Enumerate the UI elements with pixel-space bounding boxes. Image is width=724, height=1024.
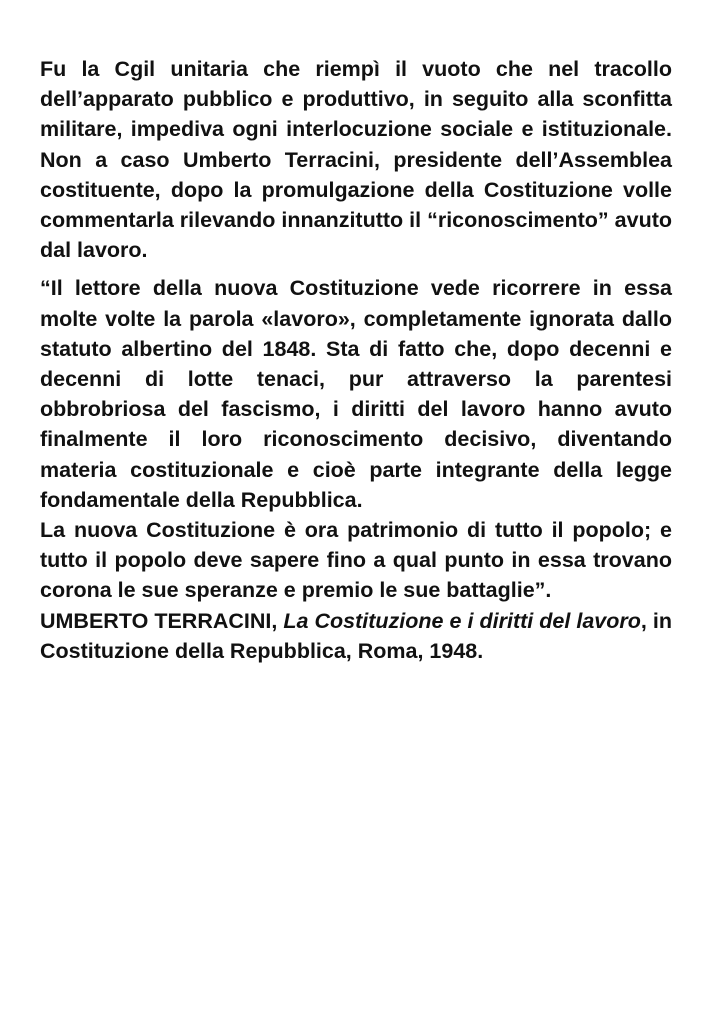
citation-author: UMBERTO TERRACINI, [40,608,278,633]
citation-title: La Costituzione e i diritti del lavoro [283,608,641,633]
citation [40,606,672,666]
paragraph-intro: Fu la Cgil unitaria che riempì il vuoto che nel tracollo dell’apparato pubblico e produttivo, in seguito alla sconfitta militare, impediva ogni interlocuzione sociale e istituzionale. Non a caso Umberto Terracini, presidente dell’Assemblea costituente, dopo la promulgazione della Costituzione volle commentarla rilevando innanzitutto il “riconoscimento” avuto dal lavoro. [40,57,672,263]
document-page [40,54,672,666]
citation-source: , in Costituzione della Repubblica, Roma, 1948. [40,608,672,663]
paragraph-quote: “Il lettore della nuova Costituzione vede ricorrere in essa molte volte la parola «lavoro», completamente ignorata dallo statuto albertino del 1848. Sta di fatto che, dopo decenni e decenni di lotte tenaci, pur attraverso la parentesi obbrobriosa del fascismo, i diritti del lavoro hanno avuto finalmente il loro riconoscimento decisivo, diventando materia costituzionale e cioè parte integrante della legge fondamentale della Repubblica. [40,276,672,512]
paragraph-quote-continued: La nuova Costituzione è ora patrimonio di tutto il popolo; e tutto il popolo deve sapere fino a qual punto in essa trovano corona le sue speranze e premio le sue battaglie”. [40,518,672,603]
